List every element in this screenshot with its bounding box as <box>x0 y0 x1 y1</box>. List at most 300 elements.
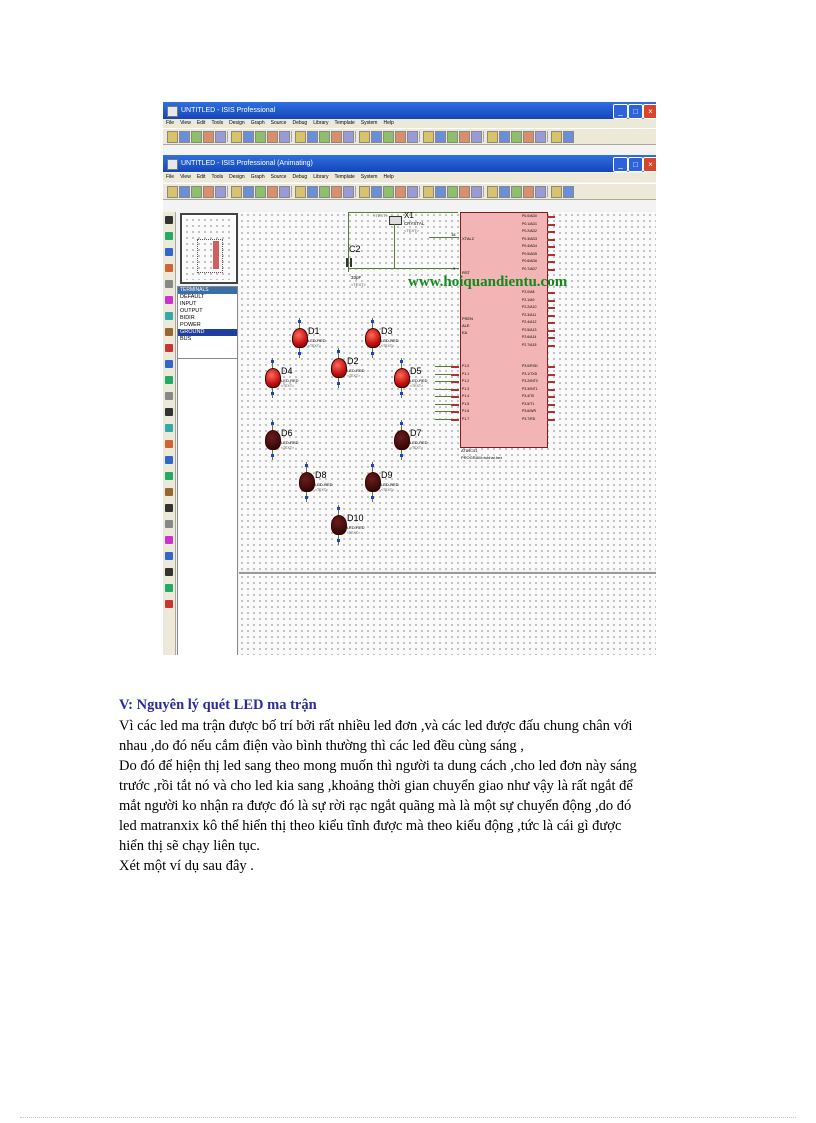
menu-source[interactable]: Source <box>270 174 287 180</box>
toolbar-button-icon[interactable] <box>279 131 290 143</box>
port-wire <box>435 396 451 397</box>
app-icon <box>167 106 178 117</box>
toolbar-button-icon[interactable] <box>295 186 306 198</box>
tool-strip <box>163 212 176 655</box>
pin-marker <box>400 422 403 425</box>
toolbar-button-icon[interactable] <box>487 186 498 198</box>
menu-graph[interactable]: Graph <box>250 120 265 126</box>
toolbar-button-icon[interactable] <box>435 186 446 198</box>
pin-marker <box>337 350 340 353</box>
maximize-button[interactable]: □ <box>628 157 643 172</box>
led-d3[interactable] <box>365 328 381 348</box>
toolbar-button-icon[interactable] <box>471 186 482 198</box>
pin-stub <box>547 411 555 413</box>
paragraph-line: nhau ,do đó nếu cắm điện vào bình thường thì các led đều cùng sáng , <box>119 738 524 754</box>
pin-stub <box>547 231 555 233</box>
toolbar-button-icon[interactable] <box>255 131 266 143</box>
toolbar-button-icon[interactable] <box>307 186 318 198</box>
ale-pin-label: ALE <box>462 323 470 328</box>
selector-item-bidir[interactable]: BIDIR <box>180 315 195 321</box>
toolbar-separator <box>483 131 484 142</box>
tool-icon[interactable] <box>165 344 173 352</box>
pin-stub <box>547 389 555 391</box>
toolbar-button-icon[interactable] <box>331 131 342 143</box>
toolbar-button-icon[interactable] <box>179 186 190 198</box>
schematic-canvas[interactable] <box>239 212 656 570</box>
xtal2-pin-num: 18 <box>451 232 456 237</box>
wire <box>394 224 395 268</box>
toolbar-separator <box>355 131 356 142</box>
led-text-label: <TEXT> <box>381 344 395 348</box>
tool-icon[interactable] <box>165 264 173 272</box>
toolbar-button-icon[interactable] <box>447 131 458 143</box>
toolbar-button-icon[interactable] <box>359 186 370 198</box>
window2-titlebar <box>163 155 656 172</box>
toolbar-button-icon[interactable] <box>255 186 266 198</box>
overview-chip <box>213 241 219 269</box>
tool-icon[interactable] <box>165 232 173 240</box>
led-ref-label: D5 <box>410 366 422 376</box>
mcu-pin-label: P3.1/TXD <box>522 371 538 376</box>
toolbar-button-icon[interactable] <box>563 186 574 198</box>
toolbar-button-icon[interactable] <box>279 186 290 198</box>
menu-view[interactable]: View <box>180 174 191 180</box>
mcu-pin-label: P2.5/A13 <box>522 327 537 332</box>
tool-icon[interactable] <box>165 360 173 368</box>
paragraph-line: Vì các led ma trận được bố trí bởi rất nhiều led đơn ,và các led được đấu chung chân với <box>119 718 633 734</box>
led-d2[interactable] <box>331 358 347 378</box>
led-part-label: LED-RED <box>281 440 299 445</box>
led-d5[interactable] <box>394 368 410 388</box>
toolbar-button-icon[interactable] <box>331 186 342 198</box>
mcu-pin-label: P3.2/INT0 <box>522 379 538 383</box>
mcu-pin-label: P0.7/AD7 <box>522 266 537 271</box>
pin-stub <box>451 419 459 421</box>
toolbar-separator <box>355 186 356 197</box>
capacitor-plate <box>346 258 348 267</box>
toolbar-button-icon[interactable] <box>319 186 330 198</box>
tool-icon[interactable] <box>165 600 173 608</box>
tool-icon[interactable] <box>165 552 173 560</box>
menu-system[interactable]: System <box>360 120 378 126</box>
menu-template[interactable]: Template <box>334 120 355 126</box>
wire <box>429 237 459 238</box>
port-wire <box>435 404 451 405</box>
pin-stub <box>547 322 555 324</box>
pin-marker <box>271 454 274 457</box>
window2-title: UNTITLED - ISIS Professional (Animating) <box>181 160 313 167</box>
menu-system[interactable]: System <box>360 174 378 180</box>
toolbar-button-icon[interactable] <box>423 186 434 198</box>
toolbar-separator <box>419 131 420 142</box>
mcu-pin-label: P3.5/T1 <box>522 401 535 406</box>
toolbar-button-icon[interactable] <box>383 186 394 198</box>
pin-stub <box>547 239 555 241</box>
rst-pin-label: RST <box>462 270 470 275</box>
wire <box>348 268 459 269</box>
pin-marker <box>305 464 308 467</box>
overview-window[interactable] <box>180 213 238 284</box>
tool-icon[interactable] <box>165 312 173 320</box>
selector-item-bus[interactable]: BUS <box>180 336 192 342</box>
tool-icon[interactable] <box>165 328 173 336</box>
mcu-pin-label: P2.1/A9 <box>522 297 535 302</box>
pin-stub <box>547 216 555 218</box>
pin-stub <box>547 337 555 339</box>
led-text-label: <TEXT> <box>315 488 329 492</box>
toolbar-button-icon[interactable] <box>563 131 574 143</box>
toolbar-separator <box>291 186 292 197</box>
overview-circuit <box>197 239 223 273</box>
led-ref-label: D8 <box>315 470 327 480</box>
toolbar-button-icon[interactable] <box>243 186 254 198</box>
pin-marker <box>371 352 374 355</box>
menu-view[interactable]: View <box>180 120 191 126</box>
led-text-label: <TEXT> <box>410 446 424 450</box>
led-part-label: LED-RED <box>381 482 399 487</box>
toolbar-button-icon[interactable] <box>359 131 370 143</box>
minimize-button[interactable]: _ <box>613 104 628 119</box>
toolbar-button-icon[interactable] <box>371 186 382 198</box>
ea-pin-label: EA <box>462 330 468 335</box>
mcu-pin-label: P0.0/AD0 <box>522 214 537 218</box>
menu-edit[interactable]: Edit <box>196 120 206 126</box>
mcu-pin-label: P0.2/AD2 <box>522 229 537 233</box>
pin-stub <box>547 315 555 317</box>
menu-design[interactable]: Design <box>229 120 245 126</box>
pin-marker <box>305 496 308 499</box>
pin-stub <box>547 300 555 302</box>
toolbar-button-icon[interactable] <box>179 131 190 143</box>
led-d6[interactable] <box>265 430 281 450</box>
tool-icon[interactable] <box>165 216 173 224</box>
crystal-ref: X1 <box>404 211 414 220</box>
port-wire <box>435 381 451 382</box>
port-wire <box>435 411 451 412</box>
led-d7[interactable] <box>394 430 410 450</box>
menu-library[interactable]: Library <box>313 120 329 126</box>
close-button[interactable]: × <box>643 157 656 172</box>
menu-help[interactable]: Help <box>383 174 394 180</box>
paragraph-line: led matranxix kô thể hiển thị theo kiểu tĩnh được mà theo kiểu động ,tức là cái gì được <box>119 818 622 834</box>
toolbar-button-icon[interactable] <box>343 186 354 198</box>
led-ref-label: D6 <box>281 428 293 438</box>
mcu-pin-label: P3.3/INT1 <box>522 386 538 391</box>
toolbar-button-icon[interactable] <box>231 186 242 198</box>
mcu-pin-label: P1.0 <box>462 364 470 368</box>
toolbar-separator <box>419 186 420 197</box>
toolbar-button-icon[interactable] <box>487 131 498 143</box>
pin-marker <box>337 382 340 385</box>
tool-icon[interactable] <box>165 392 173 400</box>
toolbar-button-icon[interactable] <box>523 186 534 198</box>
menu-template[interactable]: Template <box>334 174 355 180</box>
pin-stub <box>451 374 459 376</box>
pin-stub <box>547 404 555 406</box>
toolbar-button-icon[interactable] <box>307 131 318 143</box>
watermark-text: www.hoiquandientu.com <box>408 274 568 290</box>
led-text-label: <TEXT> <box>381 488 395 492</box>
toolbar-button-icon[interactable] <box>499 131 510 143</box>
minimize-button[interactable]: _ <box>613 157 628 172</box>
led-text-label: <TEXT> <box>347 531 361 535</box>
capacitor-text: <TEXT> <box>351 282 366 287</box>
capacitor-value: 33pF <box>351 275 362 280</box>
tool-icon[interactable] <box>165 504 173 512</box>
maximize-button[interactable]: □ <box>628 104 643 119</box>
led-part-label: LED-RED <box>308 338 326 343</box>
paragraph-line: trước ,rồi tắt nó và cho led kia sang ,khoảng thời gian chuyển giao như vậy là rất ngắt để <box>119 778 633 794</box>
mcu-pin-label: P3.6/WR <box>522 409 537 413</box>
toolbar-button-icon[interactable] <box>447 186 458 198</box>
led-ref-label: D9 <box>381 470 393 480</box>
pin-stub <box>451 396 459 398</box>
toolbar-separator <box>227 186 228 197</box>
toolbar-button-icon[interactable] <box>423 131 434 143</box>
pin-marker <box>371 320 374 323</box>
tool-icon[interactable] <box>165 472 173 480</box>
toolbar-button-icon[interactable] <box>551 186 562 198</box>
object-selector[interactable] <box>177 286 238 360</box>
led-ref-label: D1 <box>308 326 320 336</box>
toolbar-button-icon[interactable] <box>231 131 242 143</box>
led-part-label: LED-RED <box>315 482 333 487</box>
led-part-label: LED-RED <box>347 368 365 373</box>
toolbar-button-icon[interactable] <box>523 131 534 143</box>
proteus-screenshot <box>163 102 656 655</box>
led-text-label: <TEXT> <box>410 384 424 388</box>
port-wire <box>435 389 451 390</box>
led-part-label: LED-RED <box>410 378 428 383</box>
mcu-pin-label: P3.0/RXD <box>522 364 538 368</box>
led-d8[interactable] <box>299 472 315 492</box>
pin-marker <box>337 539 340 542</box>
wire <box>348 212 458 213</box>
menu-edit[interactable]: Edit <box>196 174 206 180</box>
mcu-pin-label: P2.4/A12 <box>522 320 537 324</box>
toolbar-button-icon[interactable] <box>191 131 202 143</box>
psen-pin-label: PSEN <box>462 316 473 321</box>
tool-icon[interactable] <box>165 536 173 544</box>
mcu-pin-label: P0.5/AD5 <box>522 251 537 256</box>
toolbar-button-icon[interactable] <box>371 131 382 143</box>
pin-stub <box>547 224 555 226</box>
port-wire <box>435 419 451 420</box>
paragraph-line: hiển thị sẽ chạy liên tục. <box>119 838 260 854</box>
led-d1[interactable] <box>292 328 308 348</box>
tool-icon[interactable] <box>165 440 173 448</box>
pin-marker <box>371 496 374 499</box>
toolbar-button-icon[interactable] <box>459 131 470 143</box>
toolbar-button-icon[interactable] <box>167 186 178 198</box>
led-text-label: <TEXT> <box>347 374 361 378</box>
toolbar-button-icon[interactable] <box>407 186 418 198</box>
toolbar-button-icon[interactable] <box>459 186 470 198</box>
pin-stub <box>547 269 555 271</box>
toolbar-button-icon[interactable] <box>395 131 406 143</box>
menu-file[interactable]: File <box>166 174 175 180</box>
port-wire <box>435 366 451 367</box>
toolbar-button-icon[interactable] <box>215 131 226 143</box>
led-part-label: LED-RED <box>381 338 399 343</box>
tool-icon[interactable] <box>165 424 173 432</box>
port-wire <box>435 374 451 375</box>
pin-marker <box>271 360 274 363</box>
section-heading: V: Nguyên lý quét LED ma trận <box>119 697 317 713</box>
tool-icon[interactable] <box>165 296 173 304</box>
led-text-label: <TEXT> <box>281 446 295 450</box>
lower-pane <box>239 572 656 655</box>
mcu-pin-label: P0.3/AD3 <box>522 236 537 241</box>
mcu-pin-label: P3.7/RD <box>522 416 536 421</box>
mcu-pin-label: P3.4/T0 <box>522 394 535 398</box>
tool-icon[interactable] <box>165 584 173 592</box>
toolbar-button-icon[interactable] <box>191 186 202 198</box>
menu-debug[interactable]: Debug <box>292 174 308 180</box>
tool-icon[interactable] <box>165 488 173 496</box>
pin-marker <box>271 392 274 395</box>
pin-marker <box>298 320 301 323</box>
paragraph-line: Do đó để hiện thị led sang theo mong muốn thì người ta dung cách ,cho led đơn này sáng <box>119 758 637 774</box>
pin-stub <box>547 345 555 347</box>
led-ref-label: D3 <box>381 326 393 336</box>
pin-stub <box>547 261 555 263</box>
pin-marker <box>400 392 403 395</box>
selector-header: TERMINALS <box>178 287 237 294</box>
pin-marker <box>400 360 403 363</box>
toolbar-separator <box>547 186 548 197</box>
led-ref-label: D4 <box>281 366 293 376</box>
toolbar-button-icon[interactable] <box>499 186 510 198</box>
tool-icon[interactable] <box>165 408 173 416</box>
toolbar-button-icon[interactable] <box>203 131 214 143</box>
mcu-name: AT89C51 <box>461 448 478 453</box>
mcu-pin-label: P2.6/A14 <box>522 335 537 339</box>
crystal-symbol <box>389 216 402 225</box>
toolbar-separator <box>227 131 228 142</box>
pin-marker <box>271 422 274 425</box>
mcu-pin-label: P0.1/AD1 <box>522 221 537 226</box>
page-bottom-rule <box>20 1117 796 1119</box>
menu-debug[interactable]: Debug <box>292 120 308 126</box>
tool-icon[interactable] <box>165 568 173 576</box>
toolbar-button-icon[interactable] <box>243 131 254 143</box>
toolbar-separator <box>483 186 484 197</box>
pin-stub <box>547 246 555 248</box>
toolbar-button-icon[interactable] <box>407 131 418 143</box>
toolbar-button-icon[interactable] <box>511 186 522 198</box>
selector-item-default[interactable]: DEFAULT <box>180 294 205 300</box>
led-part-label: LED-RED <box>410 440 428 445</box>
pin-stub <box>547 254 555 256</box>
pin-stub <box>451 404 459 406</box>
toolbar-button-icon[interactable] <box>551 131 562 143</box>
pin-stub <box>547 374 555 376</box>
window1-titlebar <box>163 102 656 119</box>
xtal2-pin-label: XTAL2 <box>462 236 474 241</box>
mcu-pin-label: P2.7/A15 <box>522 342 537 347</box>
toolbar-button-icon[interactable] <box>535 186 546 198</box>
menu-graph[interactable]: Graph <box>250 174 265 180</box>
toolbar-separator <box>547 131 548 142</box>
selector-item-power[interactable]: POWER <box>180 322 201 328</box>
pin-stub <box>547 366 555 368</box>
window2-toolbar <box>163 183 656 200</box>
close-button[interactable]: × <box>643 104 656 119</box>
toolbar-button-icon[interactable] <box>267 186 278 198</box>
mcu-pin-label: P1.2 <box>462 379 470 383</box>
crystal-text: <TEXT> <box>404 228 419 233</box>
menu-library[interactable]: Library <box>313 174 329 180</box>
paragraph-line: mắt người ko nhận ra được đó là sự rời rạc ngắt quãng mà là một sự chuyển động ,do đó <box>119 798 632 814</box>
crystal-name: CRYSTAL <box>404 221 425 226</box>
pin-stub <box>547 396 555 398</box>
toolbar-button-icon[interactable] <box>319 131 330 143</box>
tool-icon[interactable] <box>165 520 173 528</box>
led-part-label: LED-RED <box>347 525 365 530</box>
toolbar-button-icon[interactable] <box>343 131 354 143</box>
selector-item-output[interactable]: OUTPUT <box>180 308 203 314</box>
pin-stub <box>547 381 555 383</box>
pin-stub <box>547 307 555 309</box>
menu-design[interactable]: Design <box>229 174 245 180</box>
capacitor-plate <box>350 258 352 267</box>
selector-item-ground[interactable]: GROUND <box>178 329 237 336</box>
pin-marker <box>400 454 403 457</box>
toolbar-button-icon[interactable] <box>511 131 522 143</box>
mcu-pin-label: P0.4/AD4 <box>522 244 537 248</box>
toolbar-button-icon[interactable] <box>535 131 546 143</box>
menu-tools[interactable]: Tools <box>211 120 224 126</box>
toolbar-button-icon[interactable] <box>383 131 394 143</box>
toolbar-button-icon[interactable] <box>295 131 306 143</box>
led-ref-label: D10 <box>347 513 364 523</box>
pin-marker <box>337 507 340 510</box>
toolbar-button-icon[interactable] <box>395 186 406 198</box>
menu-file[interactable]: File <box>166 120 175 126</box>
window1-toolbar <box>163 128 656 145</box>
tool-icon[interactable] <box>165 456 173 464</box>
menu-tools[interactable]: Tools <box>211 174 224 180</box>
menu-source[interactable]: Source <box>270 120 287 126</box>
selector-item-input[interactable]: INPUT <box>180 301 197 307</box>
mcu-pin-label: P2.3/A11 <box>522 312 537 317</box>
menu-help[interactable]: Help <box>383 120 394 126</box>
tool-icon[interactable] <box>165 376 173 384</box>
toolbar-button-icon[interactable] <box>435 131 446 143</box>
capacitor-ref: C2 <box>349 244 361 254</box>
pin-stub <box>547 330 555 332</box>
pin-stub <box>451 381 459 383</box>
overview-grid <box>184 217 234 280</box>
led-d10[interactable] <box>331 515 347 535</box>
toolbar-button-icon[interactable] <box>203 186 214 198</box>
pin-marker <box>371 464 374 467</box>
toolbar-button-icon[interactable] <box>215 186 226 198</box>
toolbar-separator <box>291 131 292 142</box>
tool-icon[interactable] <box>165 248 173 256</box>
mcu-pin-label: P1.7 <box>462 416 470 421</box>
text-placeholder: <TEXT> <box>373 213 388 218</box>
pin-stub <box>451 366 459 368</box>
toolbar-button-icon[interactable] <box>267 131 278 143</box>
led-d4[interactable] <box>265 368 281 388</box>
tool-icon[interactable] <box>165 280 173 288</box>
toolbar-button-icon[interactable] <box>471 131 482 143</box>
led-d9[interactable] <box>365 472 381 492</box>
pin-stub <box>547 292 555 294</box>
toolbar-button-icon[interactable] <box>167 131 178 143</box>
